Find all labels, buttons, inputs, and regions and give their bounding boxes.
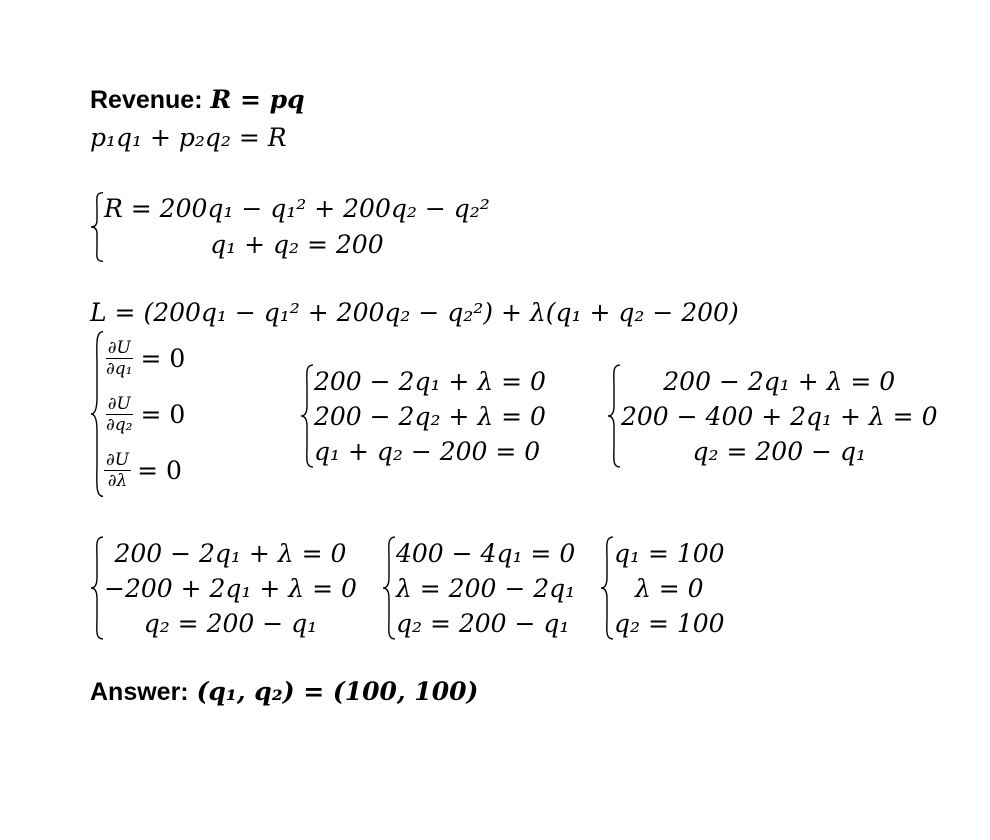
- revenue-formula: R = pq: [210, 85, 305, 114]
- system-row: 200 − 400 + 2q₁ + λ = 0: [621, 402, 938, 431]
- system-row: q₁ + q₂ − 200 = 0: [314, 437, 541, 466]
- fraction-numerator: ∂U: [107, 337, 131, 358]
- system-row: 200 − 2q₁ + λ = 0: [663, 367, 896, 396]
- partial-rhs: = 0: [140, 399, 186, 429]
- left-brace: [600, 536, 614, 640]
- left-brace: [300, 364, 314, 468]
- system-rows: [104, 536, 357, 640]
- left-brace: [90, 536, 104, 640]
- system-row: 200 − 2q₁ + λ = 0: [314, 367, 546, 396]
- system-row: −200 + 2q₁ + λ = 0: [104, 574, 357, 603]
- system-row: q₂ = 200 − q₁: [396, 609, 570, 638]
- left-brace: [607, 364, 621, 468]
- system-solution: [600, 536, 725, 640]
- fraction: [104, 450, 131, 491]
- system-rows: [314, 364, 546, 468]
- left-brace: [90, 192, 104, 262]
- fraction-numerator: ∂U: [106, 449, 130, 470]
- system-rows: [621, 364, 937, 468]
- answer-label: Answer:: [90, 678, 189, 706]
- system-combined: [382, 536, 575, 640]
- system-partials: [90, 330, 185, 498]
- revenue-line: [90, 85, 305, 115]
- fraction-numerator: ∂U: [107, 393, 131, 414]
- lagrangian: L = (200q₁ − q₁² + 200q₂ − q₂²) + λ(q₁ + q₂ − 200): [90, 298, 739, 327]
- partial-rhs: = 0: [137, 455, 182, 485]
- system-substituted: [607, 364, 937, 468]
- budget-equation: p₁q₁ + p₂q₂ = R: [90, 123, 287, 152]
- answer-formula: (q₁, q₂) = (100, 100): [196, 677, 479, 706]
- system-row: 400 − 4q₁ = 0: [396, 539, 576, 568]
- fraction-denominator: ∂q₁: [106, 358, 133, 379]
- system-row: 200 − 2q₁ + λ = 0: [114, 539, 347, 568]
- fraction: [104, 394, 135, 435]
- system-row: q₁ = 100: [614, 539, 725, 568]
- system-first-order-conditions: [300, 364, 546, 468]
- system-revenue-constraint: [90, 192, 490, 262]
- system-row: q₂ = 100: [614, 609, 725, 638]
- system-rows: [614, 536, 725, 640]
- left-brace: [90, 330, 104, 498]
- partials-rows: [104, 330, 185, 498]
- system-rows: [396, 536, 575, 640]
- system-row: λ = 0: [635, 574, 704, 603]
- system-row: λ = 200 − 2q₁: [396, 574, 576, 603]
- fraction-denominator: ∂λ: [107, 470, 128, 491]
- system-rows: [104, 192, 490, 262]
- partial-row: [104, 386, 185, 442]
- partial-row: [104, 330, 185, 386]
- left-brace: [382, 536, 396, 640]
- system-row: q₂ = 200 − q₁: [143, 609, 318, 638]
- system-simplified: [90, 536, 357, 640]
- fraction-denominator: ∂q₂: [106, 414, 133, 435]
- system-row: q₁ + q₂ = 200: [210, 230, 384, 259]
- system-row: R = 200q₁ − q₁² + 200q₂ − q₂²: [104, 194, 490, 223]
- system-row: 200 − 2q₂ + λ = 0: [314, 402, 546, 431]
- system-row: q₂ = 200 − q₁: [692, 437, 866, 466]
- revenue-label: Revenue:: [90, 86, 203, 114]
- partial-row: [104, 442, 185, 498]
- fraction: [104, 338, 135, 379]
- answer-line: [90, 677, 478, 707]
- partial-rhs: = 0: [140, 343, 186, 373]
